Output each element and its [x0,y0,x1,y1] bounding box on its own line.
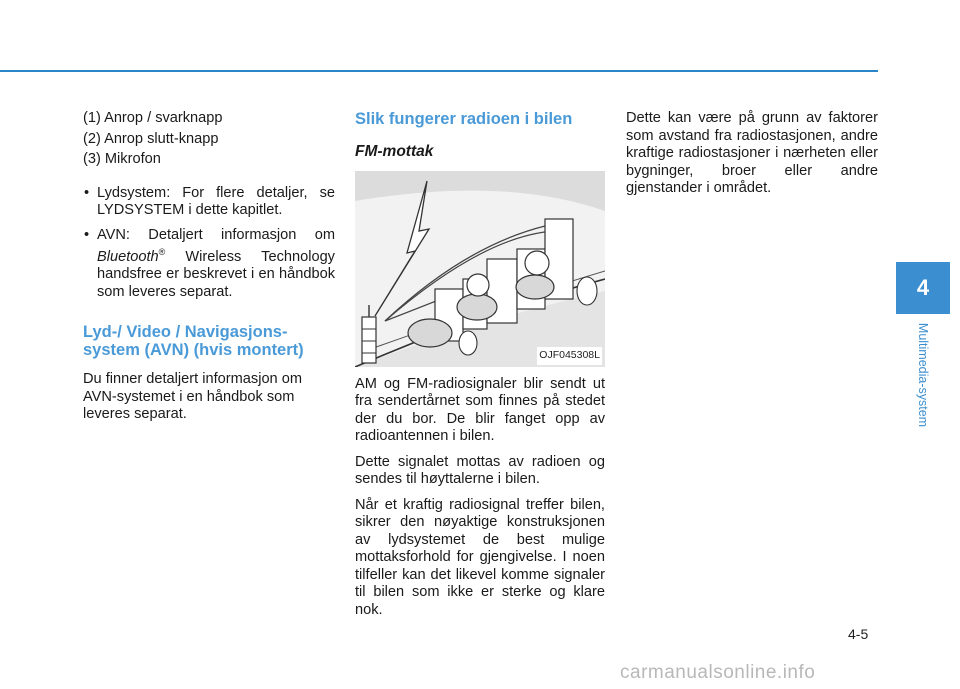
bullet-avn [83,227,335,302]
radio-section-title: Slik fungerer radioen i bilen [355,110,573,128]
header-rule [0,70,878,72]
radio-paragraph-2: Dette signalet mottas av radioen og sendes til høyttalerne i bilen. [355,453,605,487]
bullet-audio-system: • Lydsystem: For flere detaljer, se LYDSYSTEM i dette kapitlet. [83,185,335,220]
avn-section-title: Lyd-/ Video / Navigasjons-system (AVN) (hvis montert) [83,323,304,360]
right-column [626,110,878,206]
radio-illustration-svg [355,171,605,367]
component-line-3: (3) Mikrofon [83,151,161,167]
registered-mark: ® [158,247,166,257]
bluetooth-brand: Bluetooth [97,248,159,265]
bullet-avn-prefix: AVN: Detaljert informasjon om [97,226,335,243]
figure-code: OJF045308L [537,347,602,365]
bullet-list [83,185,335,302]
bullet-avn-suffix: Wireless Technology handsfree er beskrevet i en håndbok som leveres separat. [97,248,335,300]
page-number: 4-5 [848,626,869,642]
middle-column [355,110,605,627]
component-line-2: (2) Anrop slutt-knapp [83,130,219,147]
watermark-text: carmanualsonline.info [620,662,816,683]
component-line-1: (1) Anrop / svarknapp [83,110,223,126]
avn-section-text: Du finner detaljert informasjon om AVN-systemet i en håndbok som leveres separat. [83,371,303,423]
chapter-tab: 4 [896,262,950,314]
left-column [83,110,335,432]
radio-paragraph-1: AM og FM-radiosignaler blir sendt ut fra sendertårnet som finnes på stedet der du bor. De blir fanget opp av radioantennen i bilen. [355,375,605,444]
interference-paragraph: Dette kan være på grunn av faktorer som avstand fra radiostasjonen, andre kraftige radiostasjoner i nærheten eller bygninger, broer eller andre gjenstander i området. [626,110,878,196]
fm-reception-subtitle: FM-mottak [355,143,434,160]
chapter-label: Multimedia-system [916,322,930,428]
radio-paragraph-3: Når et kraftig radiosignal treffer bilen, sikrer den nøyaktige konstruksjonen av lydsystemet de best mulige mottaksforhold for gjengivelse. I noen tilfeller kan det likevel komme signaler til bilen som ikke er sterke og klare nok. [355,496,605,618]
fm-reception-illustration [355,171,605,367]
